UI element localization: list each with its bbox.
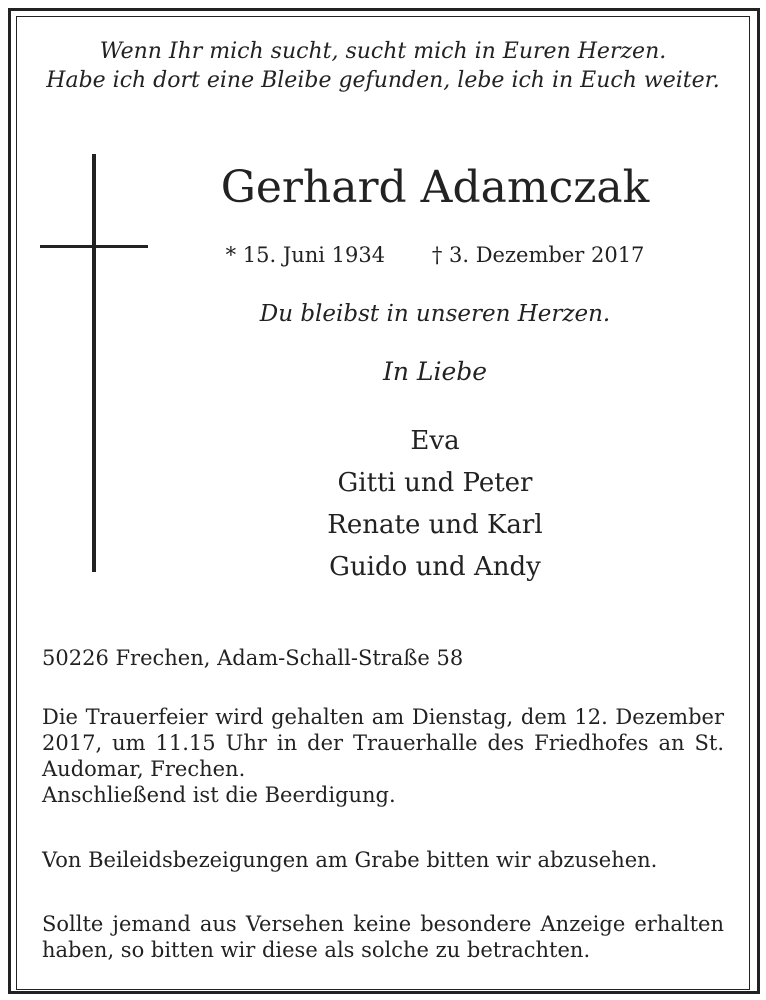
closing-notice: Sollte jemand aus Versehen keine besondere Anzeige erhalten haben, so bitten wir diese als solche zu betrachten. bbox=[42, 912, 724, 962]
ceremony-notice bbox=[42, 704, 724, 808]
address: 50226 Frechen, Adam-Schall-Straße 58 bbox=[42, 646, 464, 670]
mourner-name: Renate und Karl bbox=[327, 510, 543, 540]
mourner-name: Eva bbox=[410, 426, 460, 456]
death-date: † 3. Dezember 2017 bbox=[431, 243, 645, 267]
burial-note: Anschließend ist die Beerdigung. bbox=[42, 783, 396, 807]
motto-verse bbox=[30, 37, 736, 95]
life-dates bbox=[170, 240, 700, 270]
birth-date: * 15. Juni 1934 bbox=[225, 243, 386, 267]
tagline: Du bleibst in unseren Herzen. bbox=[259, 301, 611, 327]
mourner-name: Gitti und Peter bbox=[337, 468, 533, 498]
motto-line-2: Habe ich dort eine Bleibe gefunden, lebe ich in Euch weiter. bbox=[46, 68, 720, 93]
ceremony-details: Die Trauerfeier wird gehalten am Dienstag, dem 12. Dezember 2017, um 11.15 Uhr in der Trauerhalle des Friedhofes an St. Audomar, Frechen. bbox=[42, 705, 724, 781]
cross-vertical-bar bbox=[92, 154, 96, 572]
condolence-note: Von Beileidsbezeigungen am Grabe bitten wir abzusehen. bbox=[42, 848, 658, 872]
mourners-list bbox=[170, 420, 700, 588]
love-line: In Liebe bbox=[382, 357, 488, 386]
cross-horizontal-bar bbox=[40, 245, 148, 248]
mourner-name: Guido und Andy bbox=[329, 552, 541, 582]
motto-line-1: Wenn Ihr mich sucht, sucht mich in Euren Herzen. bbox=[99, 39, 667, 64]
deceased-name: Gerhard Adamczak bbox=[220, 162, 650, 213]
